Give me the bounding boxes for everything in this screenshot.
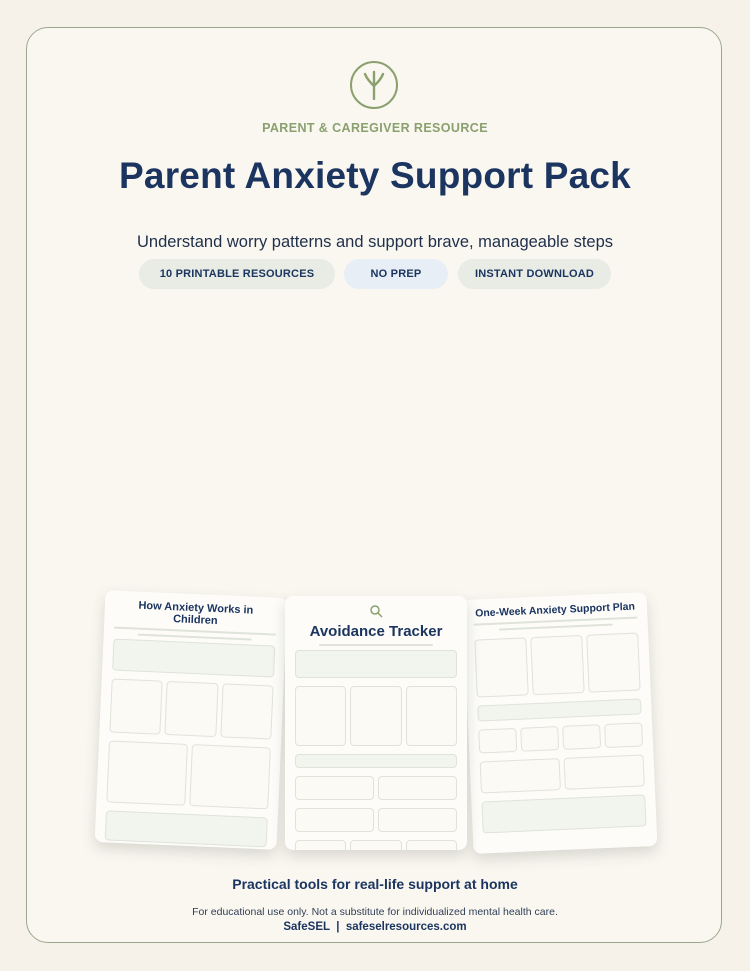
magnifier-icon <box>295 604 457 623</box>
eyebrow-label: PARENT & CAREGIVER RESOURCE <box>262 121 488 135</box>
footer-site-link[interactable]: safeselresources.com <box>345 921 467 933</box>
tagline: Practical tools for real-life support at home <box>232 876 518 892</box>
page-title: Parent Anxiety Support Pack <box>119 155 631 196</box>
badge-no-prep: NO PREP <box>344 259 448 289</box>
preview-center-title: Avoidance Tracker <box>309 623 443 640</box>
preview-sheet-right <box>463 592 658 854</box>
footer-separator: | <box>336 921 340 933</box>
preview-sheet-center <box>285 596 467 850</box>
preview-left-title: How Anxiety Works in Children <box>138 599 254 628</box>
disclaimer: For educational use only. Not a substitute for individualized mental health care. <box>192 906 558 918</box>
sprout-logo-icon <box>350 61 398 109</box>
preview-sheet-left <box>95 590 288 850</box>
badge-row <box>0 259 750 289</box>
footer <box>0 921 750 933</box>
page-subtitle: Understand worry patterns and support brave, manageable steps <box>136 233 614 251</box>
badge-printable: 10 PRINTABLE RESOURCES <box>139 259 335 289</box>
footer-brand: SafeSEL <box>283 921 330 933</box>
badge-instant-download: INSTANT DOWNLOAD <box>458 259 611 289</box>
preview-right-title: One-Week Anxiety Support Plan <box>474 600 636 620</box>
